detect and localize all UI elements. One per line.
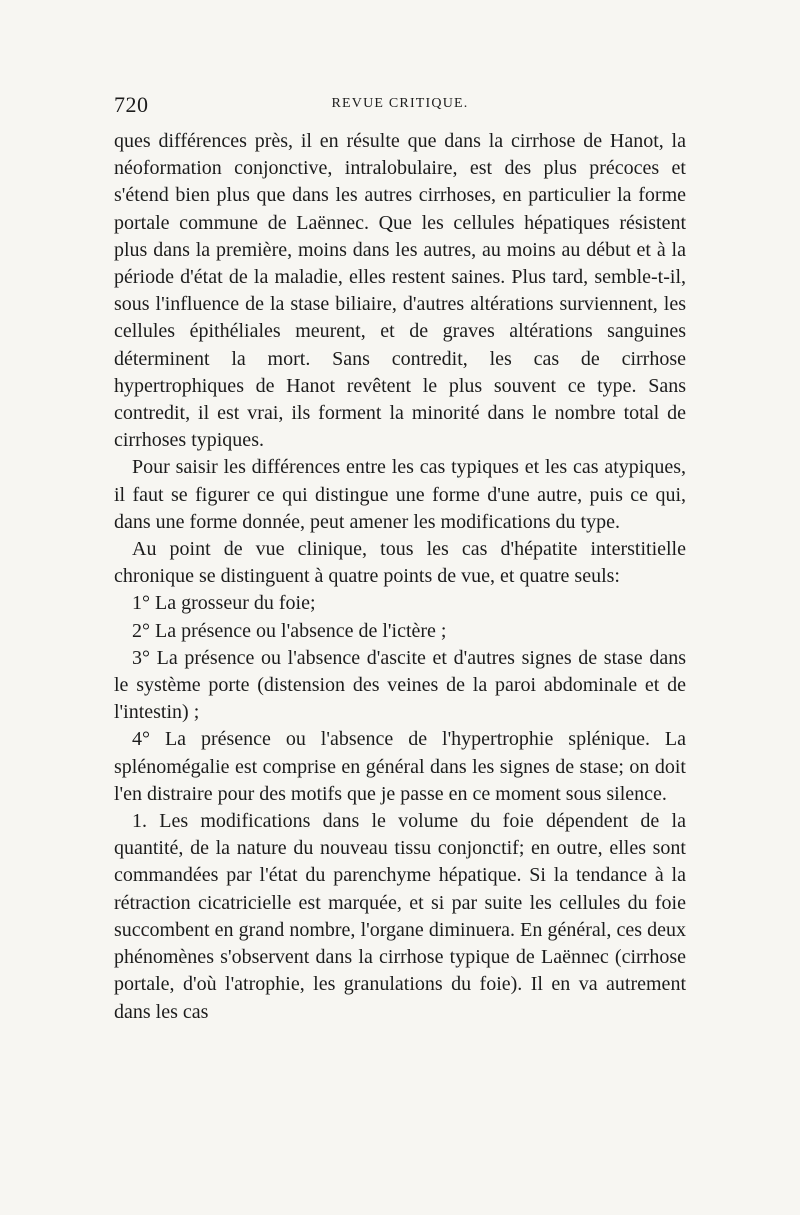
paragraph-continuation: ques différences près, il en résulte que dans la cirrhose de Hanot, la néoformation conjonctive, intralobulaire, est des plus précoces et s'étend bien plus que dans les autres cirrhoses, en particulier la forme portale commune de Laënnec. Que les cellules hépatiques résistent plus dans la première, moins dans les autres, au moins au début et à la période d'état de la maladie, elles restent saines. Plus tard, semble-t-il, sous l'influence de la stase biliaire, d'autres altérations surviennent, les cellules épithéliales meurent, et de graves altérations sanguines déterminent la mort. Sans contredit, les cas de cirrhose hypertrophiques de Hanot revêtent le plus souvent ce type. Sans contredit, il est vrai, ils forment la minorité dans le nombre total de cirrhoses typiques. — [114, 130, 686, 452]
paragraph-liver-volume: 1. Les modifications dans le volume du foie dépendent de la quantité, de la nature du nouveau tissu conjonctif; en outre, elles sont commandées par l'état du parenchyme hépatique. Si la tendance à la rétraction cicatricielle est marquée, et si par suite les cellules du foie succombent en grand nombre, l'organe diminuera. En général, ces deux phénomènes s'observent dans la cirrhose typique de Laënnec (cirrhose portale, d'où l'atrophie, les granulations du foie). Il en va autrement dans les cas — [114, 810, 686, 1023]
list-item-liver-size: 1° La grosseur du foie; — [132, 592, 316, 615]
body-text — [114, 128, 686, 1026]
list-item-icterus: 2° La présence ou l'absence de l'ictère ; — [132, 619, 447, 642]
paragraph-clinical-viewpoint: Au point de vue clinique, tous les cas d'hépatite interstitielle chronique se distinguent à quatre points de vue, et quatre seuls: — [114, 538, 686, 588]
page-number: 720 — [114, 92, 149, 117]
list-item-splenic-hypertrophy: 4° La présence ou l'absence de l'hypertrophie splénique. La splénomégalie est comprise en général dans les signes de stase; on doit l'en distraire pour des motifs que je passe en ce moment sous silence. — [114, 728, 686, 805]
page-header — [114, 92, 686, 122]
running-title: REVUE CRITIQUE. — [331, 96, 469, 111]
paragraph-typical-atypical: Pour saisir les différences entre les cas typiques et les cas atypiques, il faut se figurer ce qui distingue une forme d'une autre, puis ce qui, dans une forme donnée, peut amener les modifications du type. — [114, 456, 686, 533]
list-item-ascites: 3° La présence ou l'absence d'ascite et d'autres signes de stase dans le système porte (distension des veines de la paroi abdominale et de l'intestin) ; — [114, 646, 686, 724]
